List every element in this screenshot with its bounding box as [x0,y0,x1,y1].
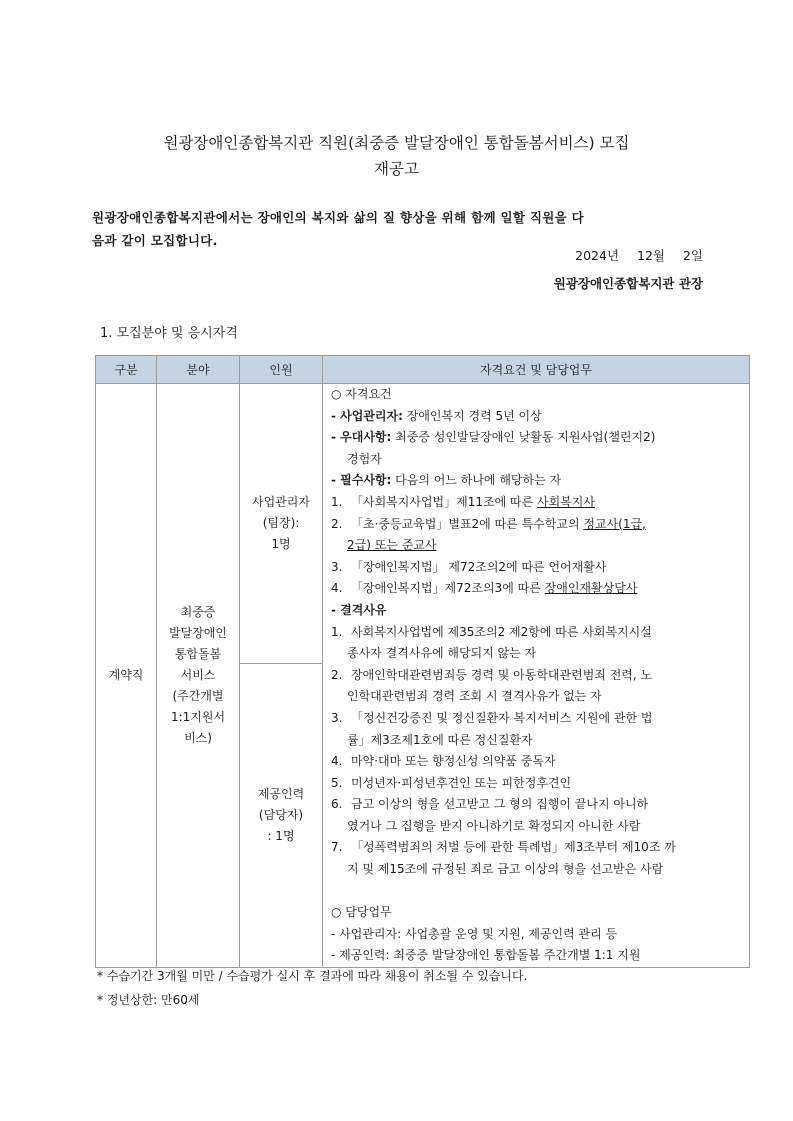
table-header-row [96,356,750,384]
role-provider-line: : 1명 [267,829,295,844]
item-text: 「장애인복지법」제72조의3에 따른 [351,581,545,596]
required-item [331,492,741,514]
item-number: 2. [331,667,343,682]
required-item [331,578,741,600]
item-number: 6. [331,797,343,812]
duty-heading: ○ 담당업무 [331,905,392,920]
manager-text: 장애인복지 경력 5년 이상 [402,408,542,423]
disq-item-cont: 였거나 그 집행을 받지 아니하기로 확정되지 아니한 사람 [347,818,641,833]
field-cell [157,384,240,968]
notes [97,964,527,1012]
item-number: 4. [331,581,343,596]
header-headcount: 인원 [240,356,323,384]
role-manager-line: 1명 [271,537,291,552]
item-number: 3. [331,710,343,725]
manager-requirement [331,406,741,428]
disq-item [331,837,741,859]
header-field: 분야 [157,356,240,384]
category-cell: 계약직 [96,384,157,968]
required-text: 다음의 어느 하나에 해당하는 자 [391,473,562,488]
disq-item-cont: 지 및 제15조에 규정된 죄로 금고 이상의 형을 선고받은 사람 [347,862,664,877]
disq-item [331,794,741,816]
item-number: 4. [331,754,343,769]
required-item [331,557,741,579]
note-retirement-age: * 정년상한: 만60세 [97,993,200,1007]
disq-item [331,751,741,773]
preference-cont: 경험자 [347,451,382,466]
role-manager-cell [240,384,323,664]
manager-label: - 사업관리자: [331,408,403,423]
role-manager-line: (팀장): [262,516,300,531]
page-title-line1: 원광장애인종합복지관 직원(최중증 발달장애인 통합돌봄서비스) 모집 [163,134,630,152]
announcement-date: 2024년 12월 2일 [575,248,703,263]
item-text: 「사회복지사업법」제11조에 따른 [351,494,538,509]
page-title-line2: 재공고 [374,160,419,178]
intro-line1: 원광장애인종합복지관에서는 장애인의 복지와 삶의 질 향상을 위해 함께 일할 직원을 다 [92,210,585,225]
disq-item-cont: 인학대관련범죄 경력 조회 시 결격사유가 없는 자 [347,689,602,704]
field-line: 통합돌봄 [174,647,222,662]
item-text: 미성년자·피성년후견인 또는 피한정후견인 [351,775,572,790]
item-number: 7. [331,840,343,855]
item-number: 2. [331,516,343,531]
preference [331,427,741,449]
field-line: 발달장애인 [169,626,227,641]
duty-provider: - 제공인력: 최중증 발달장애인 통합돌봄 주간개별 1:1 지원 [331,948,641,963]
item-text: 금고 이상의 형을 선고받고 그 형의 집행이 끝나지 아니하 [351,797,649,812]
disq-item [331,622,741,644]
section-title: 1. 모집분야 및 응시자격 [100,326,238,341]
field-line: 서비스 [180,668,216,683]
intro-line2: 음과 같이 모집합니다. [92,233,218,248]
disq-item [331,665,741,687]
field-line: 비스) [184,731,212,746]
disq-item [331,773,741,795]
required-label: - 필수사항: [331,473,392,488]
item-underlined: 장애인재활상담사 [544,581,638,596]
field-line: (주간개별 [172,689,224,704]
disq-item-cont: 률」제3조제1호에 따른 정신질환자 [347,732,533,747]
item-text: 마약·대마 또는 향정신성 의약품 중독자 [351,754,556,769]
spacer [331,881,741,903]
item-number: 1. [331,624,343,639]
note-probation: * 수습기간 3개월 미만 / 수습평가 실시 후 결과에 따라 채용이 취소될 수 있습니다. [97,969,528,983]
item-underlined: 사회복지사 [537,494,595,509]
signature: 원광장애인종합복지관 관장 [553,276,703,291]
disqualification-label: - 결격사유 [331,602,387,617]
item-text: 「장애인복지법」 제72조의2에 따른 언어재활사 [351,559,607,574]
item-text: 장애인학대관련범죄등 경력 및 아동학대관련범죄 전력, 노 [351,667,653,682]
role-manager-line: 사업관리자 [252,495,310,510]
item-text: 「성폭력범죄의 처벌 등에 관한 특례법」제3조부터 제10조 까 [351,840,676,855]
requirements-cell [323,384,750,968]
header-requirements: 자격요건 및 담당업무 [323,356,750,384]
role-provider-line: (담당자) [258,808,304,823]
table-row [96,384,750,664]
item-underlined: 정교사(1급, [583,516,646,531]
preference-text: 최중증 성인발달장애인 낮활동 지원사업(챌린지2) [391,430,656,445]
recruitment-table [95,355,750,968]
preference-label: - 우대사항: [331,430,392,445]
role-provider-line: 제공인력 [257,787,305,802]
role-provider-cell [240,664,323,968]
qualification-heading: ○ 자격요건 [331,387,392,401]
item-number: 1. [331,494,343,509]
item-number: 5. [331,775,343,790]
field-line: 1:1지원서 [170,710,226,725]
required-item-cont [331,535,741,557]
header-category: 구분 [96,356,157,384]
item-number: 3. [331,559,343,574]
required [331,470,741,492]
item-text: 「초·중등교육법」별표2에 따른 특수학교의 [351,516,584,531]
disq-item-cont: 종사자 결격사유에 해당되지 않는 자 [347,646,537,661]
item-text: 사회복지사업법에 제35조의2 제2항에 따른 사회복지시설 [351,624,652,639]
field-line: 최중증 [180,605,216,620]
required-item [331,514,741,536]
page-title [0,130,793,182]
disq-item [331,708,741,730]
item-text: 「정신건강증진 및 정신질환자 복지서비스 지원에 관한 법 [351,710,653,725]
item-underlined: 2급) 또는 준교사 [347,538,437,553]
duty-manager: - 사업관리자: 사업총괄 운영 및 지원, 제공인력 관리 등 [331,926,618,941]
